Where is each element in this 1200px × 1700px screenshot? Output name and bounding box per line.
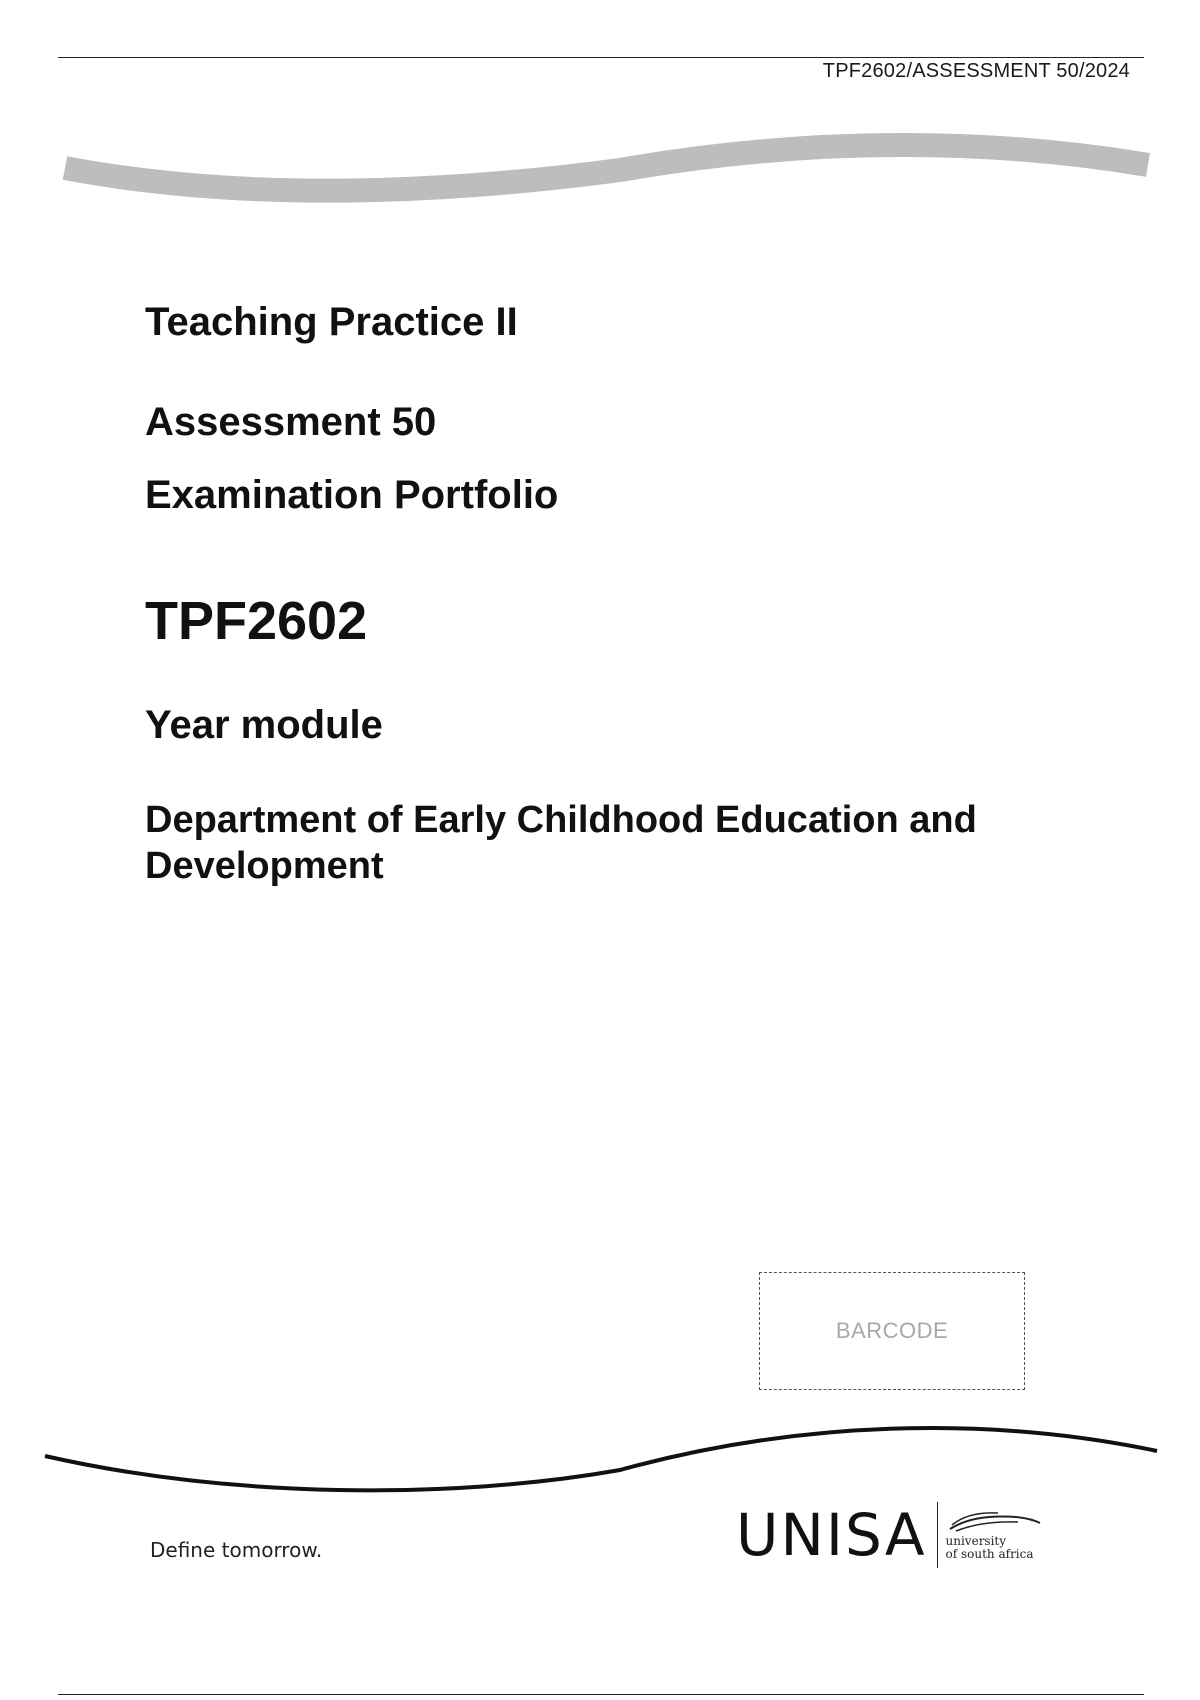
tagline: Define tomorrow. bbox=[150, 1538, 323, 1562]
header-reference: TPF2602/ASSESSMENT 50/2024 bbox=[822, 60, 1130, 82]
bottom-swoosh bbox=[45, 1428, 1157, 1490]
logo-divider bbox=[937, 1502, 938, 1568]
top-swoosh bbox=[65, 145, 1148, 191]
top-rule bbox=[58, 57, 1144, 58]
logo-sub-line-2: of south africa bbox=[945, 1547, 1034, 1561]
unisa-logo bbox=[736, 1500, 1042, 1570]
wing-emblem-icon bbox=[946, 1509, 1042, 1535]
module-duration: Year module bbox=[145, 703, 383, 747]
department-name: Department of Early Childhood Education and Development bbox=[145, 799, 977, 887]
assessment-type: Examination Portfolio bbox=[145, 473, 559, 517]
barcode-label: BARCODE bbox=[835, 1318, 949, 1343]
logo-wordmark: UNISA bbox=[736, 1501, 927, 1569]
logo-sub-line-1: university bbox=[945, 1534, 1007, 1548]
module-name: Teaching Practice II bbox=[145, 300, 518, 344]
module-code: TPF2602 bbox=[145, 591, 368, 651]
barcode-placeholder bbox=[759, 1272, 1025, 1390]
bottom-rule bbox=[58, 1694, 1144, 1695]
assessment-number: Assessment 50 bbox=[145, 400, 437, 444]
logo-emblem-group bbox=[946, 1509, 1042, 1561]
